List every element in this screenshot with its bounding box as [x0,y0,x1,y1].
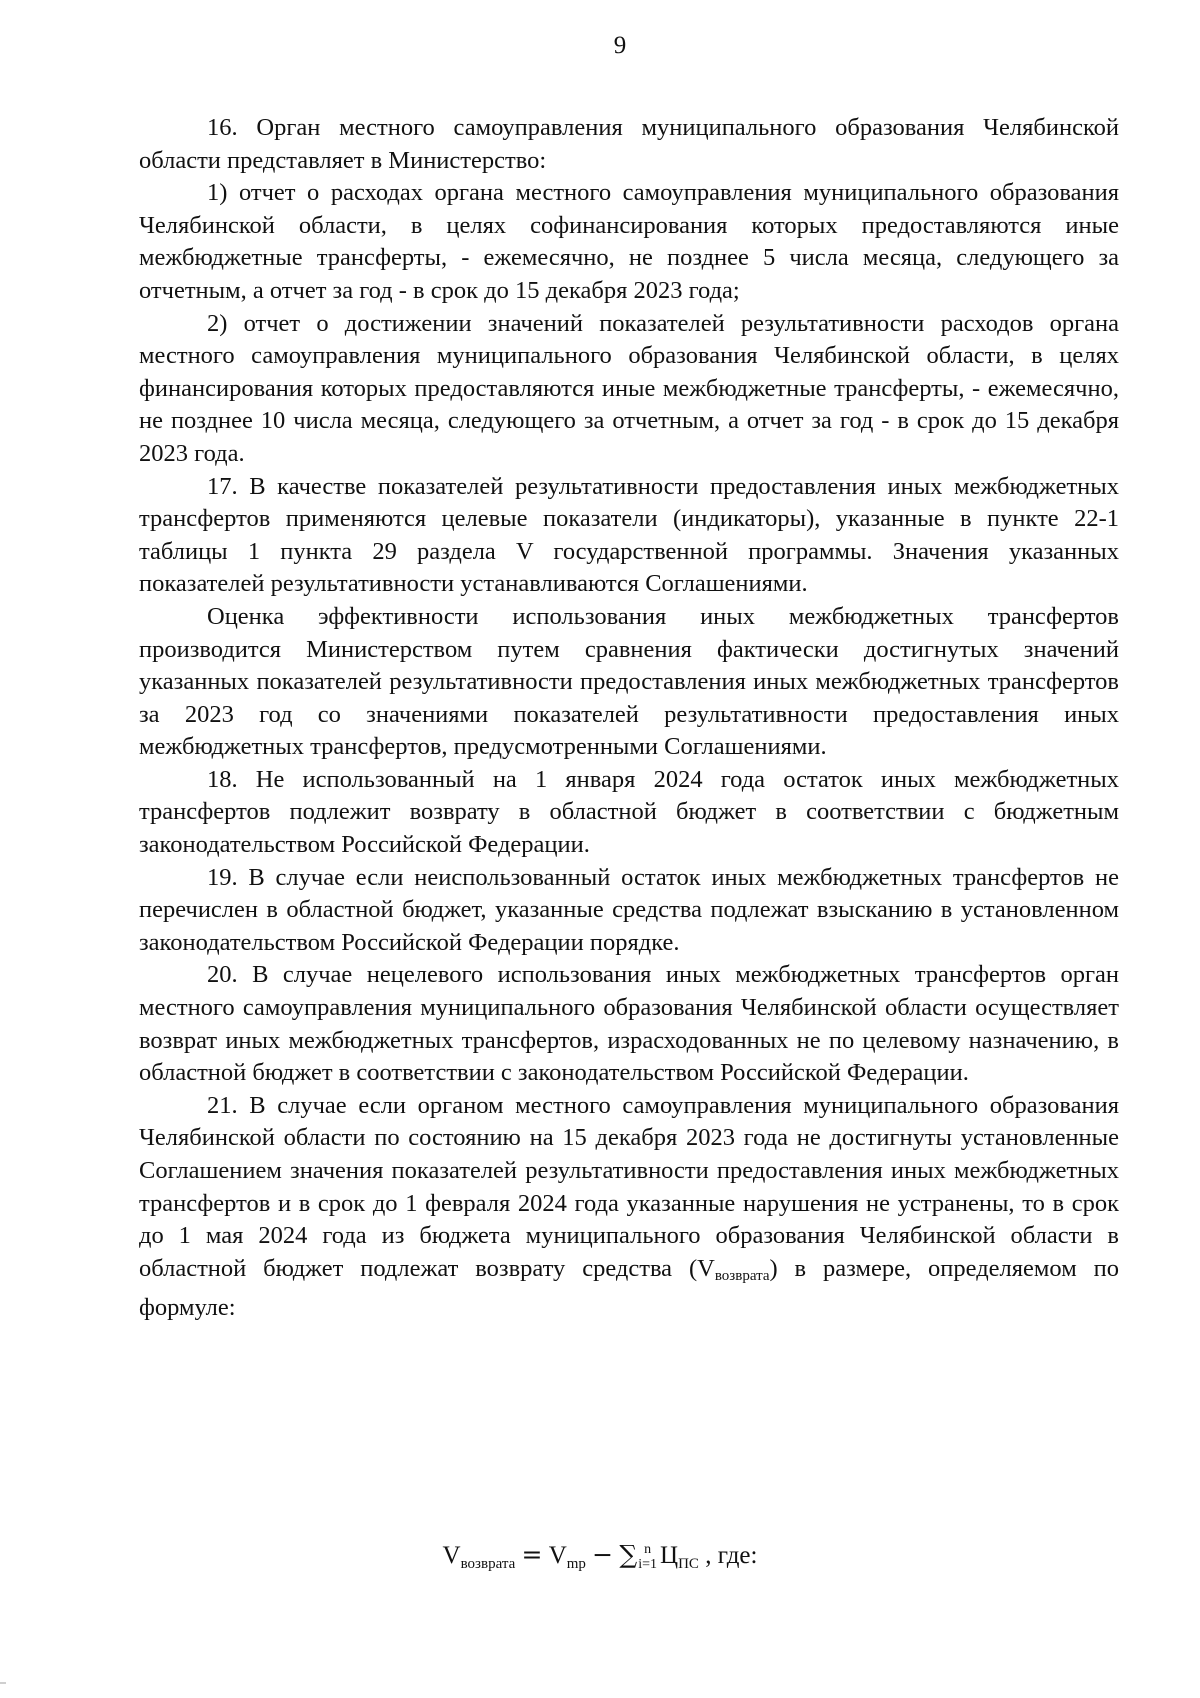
formula-vmp-subscript: mp [566,1556,586,1572]
document-body [139,112,1119,1325]
formula-tail: , где: [705,1542,758,1569]
formula-c-letter: Ц [660,1542,679,1569]
paragraph-19: 19. В случае если неиспользованный остаток иных межбюджетных трансфертов не перечислен в областной бюджет, указанные средства подлежат взысканию в установленном законодательством Российской Федерации порядке. [139,863,1119,956]
paragraph-17: 17. В качестве показателей результативности предоставления иных межбюджетных трансфертов применяются целевые показатели (индикаторы), указанные в пункте 22-1 таблицы 1 пункта 29 раздела V государственной программы. Значения указанных показателей результативности устанавливаются Соглашениями. [139,472,1119,598]
paragraph-16-item-2: 2) отчет о достижении значений показателей результативности расходов органа местного самоуправления муниципального образования Челябинской области, в целях финансирования которых предоставляются иные межбюджетные трансферты, - ежемесячно, не позднее 10 числа месяца, следующего за отчетным, а отчет за год - в срок до 15 декабря 2023 года. [139,309,1119,467]
formula-sum-symbol: ∑ [619,1540,638,1569]
paragraph-16: 16. Орган местного самоуправления муниципального образования Челябинской области представляет в Министерство: [139,114,1119,174]
paragraph-21-text: 21. В случае если органом местного самоуправления муниципального образования Челябинской области по состоянию на 15 декабря 2023 года не достигнуты установленные Соглашением значения показателей результативности предоставления иных межбюджетных трансфертов и в срок до 1 февраля 2024 года указанные нарушения не устранены, то в срок до 1 мая 2024 года из бюджета муниципального образования Челябинской области в областной бюджет подлежат возврату средства (V [139,1091,1119,1282]
formula-sum-lower: i=1 [638,1557,658,1573]
formula-v-letter: V [442,1542,461,1569]
formula-minus: − [592,1540,614,1569]
paragraph-21-subscript: возврата [714,1267,770,1284]
scan-artifact [0,1682,6,1684]
formula-equals: = [521,1540,543,1569]
page-number: 9 [613,32,627,59]
paragraph-16-item-1: 1) отчет о расходах органа местного самоуправления муниципального образования Челябинской области, в целях софинансирования которых предоставляются иные межбюджетные трансферты, - ежемесячно, не позднее 5 числа месяца, следующего за отчетным, а отчет за год - в срок до 15 декабря 2023 года; [139,179,1119,304]
formula-v-subscript: возврата [460,1556,516,1572]
paragraph-20: 20. В случае нецелевого использования иных межбюджетных трансфертов орган местного самоуправления муниципального образования Челябинской области осуществляет возврат иных межбюджетных трансфертов, израсходованных не по целевому назначению, в областной бюджет в соответствии с законодательством Российской Федерации. [139,961,1119,1087]
formula-sum-upper: n [644,1542,652,1558]
paragraph-21 [139,1090,1119,1325]
formula-sum-limits [638,1542,657,1572]
formula-vmp-letter: V [548,1542,567,1569]
formula-c-subscript: ПС [678,1556,699,1572]
paragraph-18: 18. Не использованный на 1 января 2024 года остаток иных межбюджетных трансфертов подлежит возврату в областной бюджет в соответствии с бюджетным законодательством Российской Федерации. [139,765,1119,859]
paragraph-21-text-end: ) в размере, определяемом по формуле: [139,1254,1119,1322]
return-formula [0,1538,1200,1581]
paragraph-17-evaluation: Оценка эффективности использования иных межбюджетных трансфертов производится Министерством путем сравнения фактически достигнутых значений указанных показателей результативности предоставления иных межбюджетных трансфертов за 2023 год со значениями показателей результативности предоставления иных межбюджетных трансфертов, предусмотренными Соглашениями. [139,602,1119,761]
